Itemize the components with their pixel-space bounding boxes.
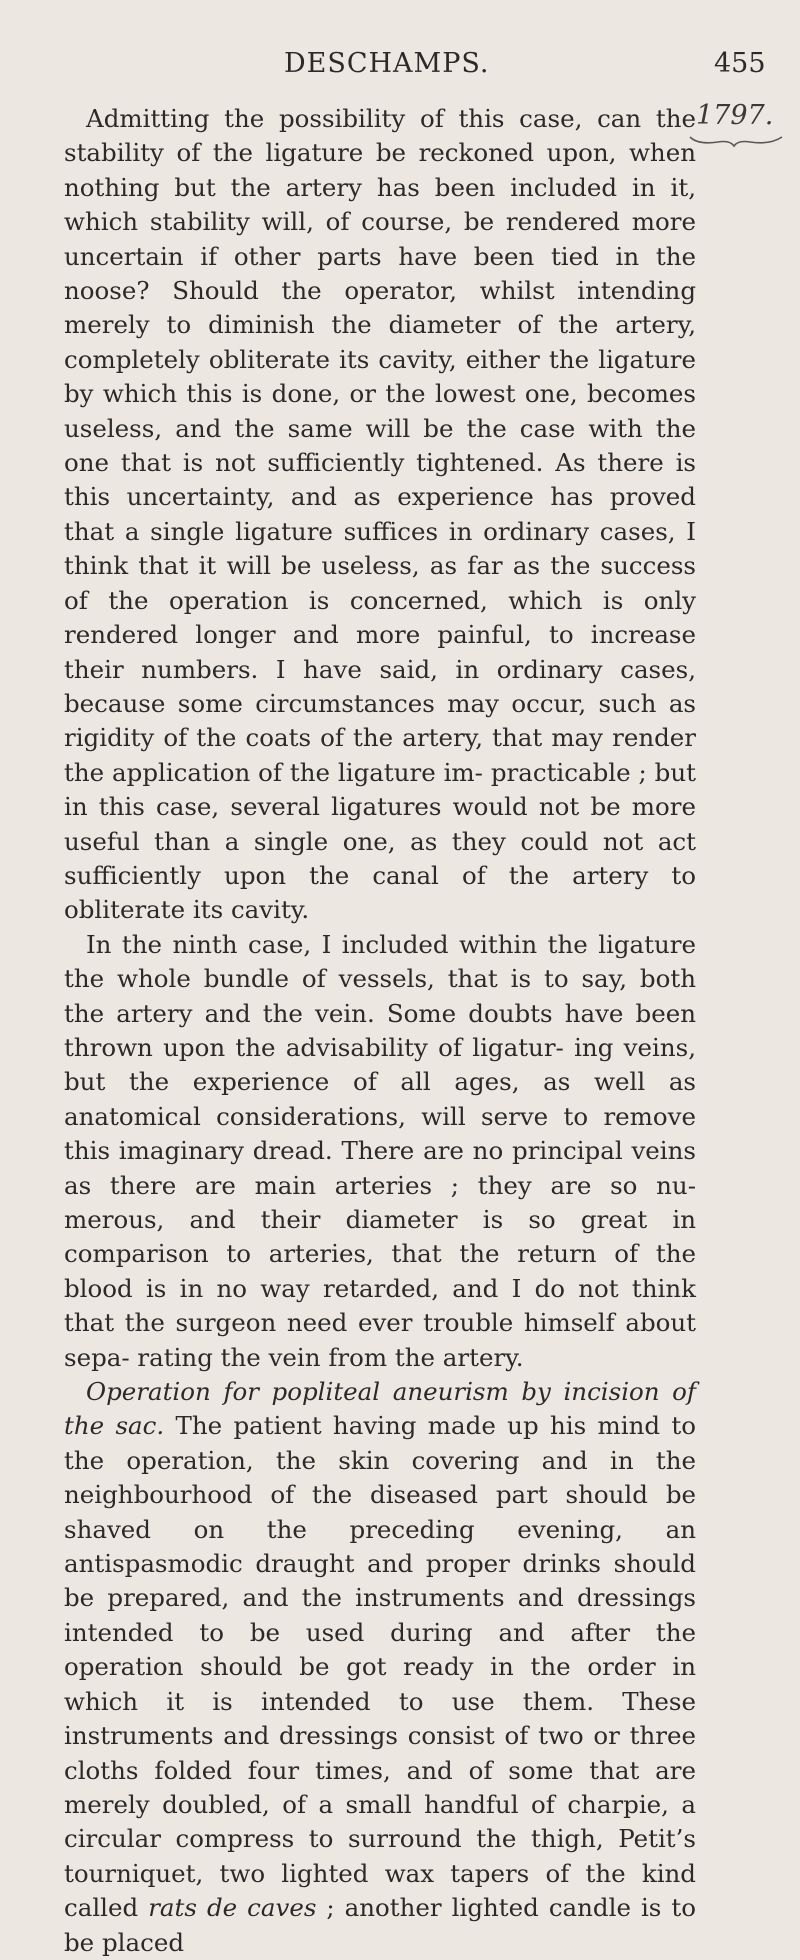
paragraph-3-text: The patient having made up his mind to the operation, the skin covering and in the neighbourhood of the diseased part should be shaved on the preceding evening, an antispasmodic draught and proper drinks should be prepared, and the instruments and dressings intended to be used during and after the operation should be got ready in the order in which it is intended to use them. These instruments and dressings consist of two or three cloths folded four times, and of some that are merely doubled, of a small handful of charpie, a circular compress to surround the thigh, Petit’s tourniquet, two lighted wax tapers of the kind called [64,1411,696,1923]
paragraph-3 [64,1375,696,1960]
margin-year-note: 1797. [696,100,774,131]
paragraph-3-italic-term: rats de caves [148,1893,317,1923]
body-text [64,102,696,1960]
paragraph-2: In the ninth case, I included within the ligature the whole bundle of vessels, that is to say, both the artery and the vein. Some doubts have been thrown upon the advisability of ligatur- ing veins, but the experience of all ages, as well as anatomical considerations, will serve to remove this imaginary dread. There are no principal veins as there are main arteries ; they are so nu- merous, and their diameter is so great in comparison to arteries, that the return of the blood is in no way retarded, and I do not think that the surgeon need ever trouble himself about sepa- rating the vein from the artery. [64,929,696,1372]
paragraph-1: Admitting the possibility of this case, can the stability of the ligature be reckoned upon, when nothing but the artery has been included in it, which stability will, of course, be rendered more uncertain if other parts have been tied in the noose? Should the operator, whilst intending merely to diminish the diameter of the artery, completely obliterate its cavity, either the ligature by which this is done, or the lowest one, becomes useless, and the same will be the case with the one that is not sufficiently tightened. As there is this uncertainty, and as experience has proved that a single ligature suffices in ordinary cases, I think that it will be useless, as far as the success of the operation is concerned, which is only rendered longer and more painful, to increase their numbers. I have said, in ordinary cases, because some circumstances may occur, such as rigidity of the coats of the artery, that may render the application of the ligature im- practicable ; but in this case, several ligatures would not be more useful than a single one, as they could not act sufficiently upon the canal of the artery to obliterate its cavity. [64,104,696,925]
running-head [0,48,800,82]
section-heading-italic: Operation for popliteal aneurism by incision of the sac. [64,1377,696,1441]
margin-brace-icon [688,134,784,148]
page-number: 455 [714,48,766,79]
running-title: DESCHAMPS. [284,48,490,79]
paragraph-3-end: ; another lighted candle is to be placed [64,1893,696,1957]
